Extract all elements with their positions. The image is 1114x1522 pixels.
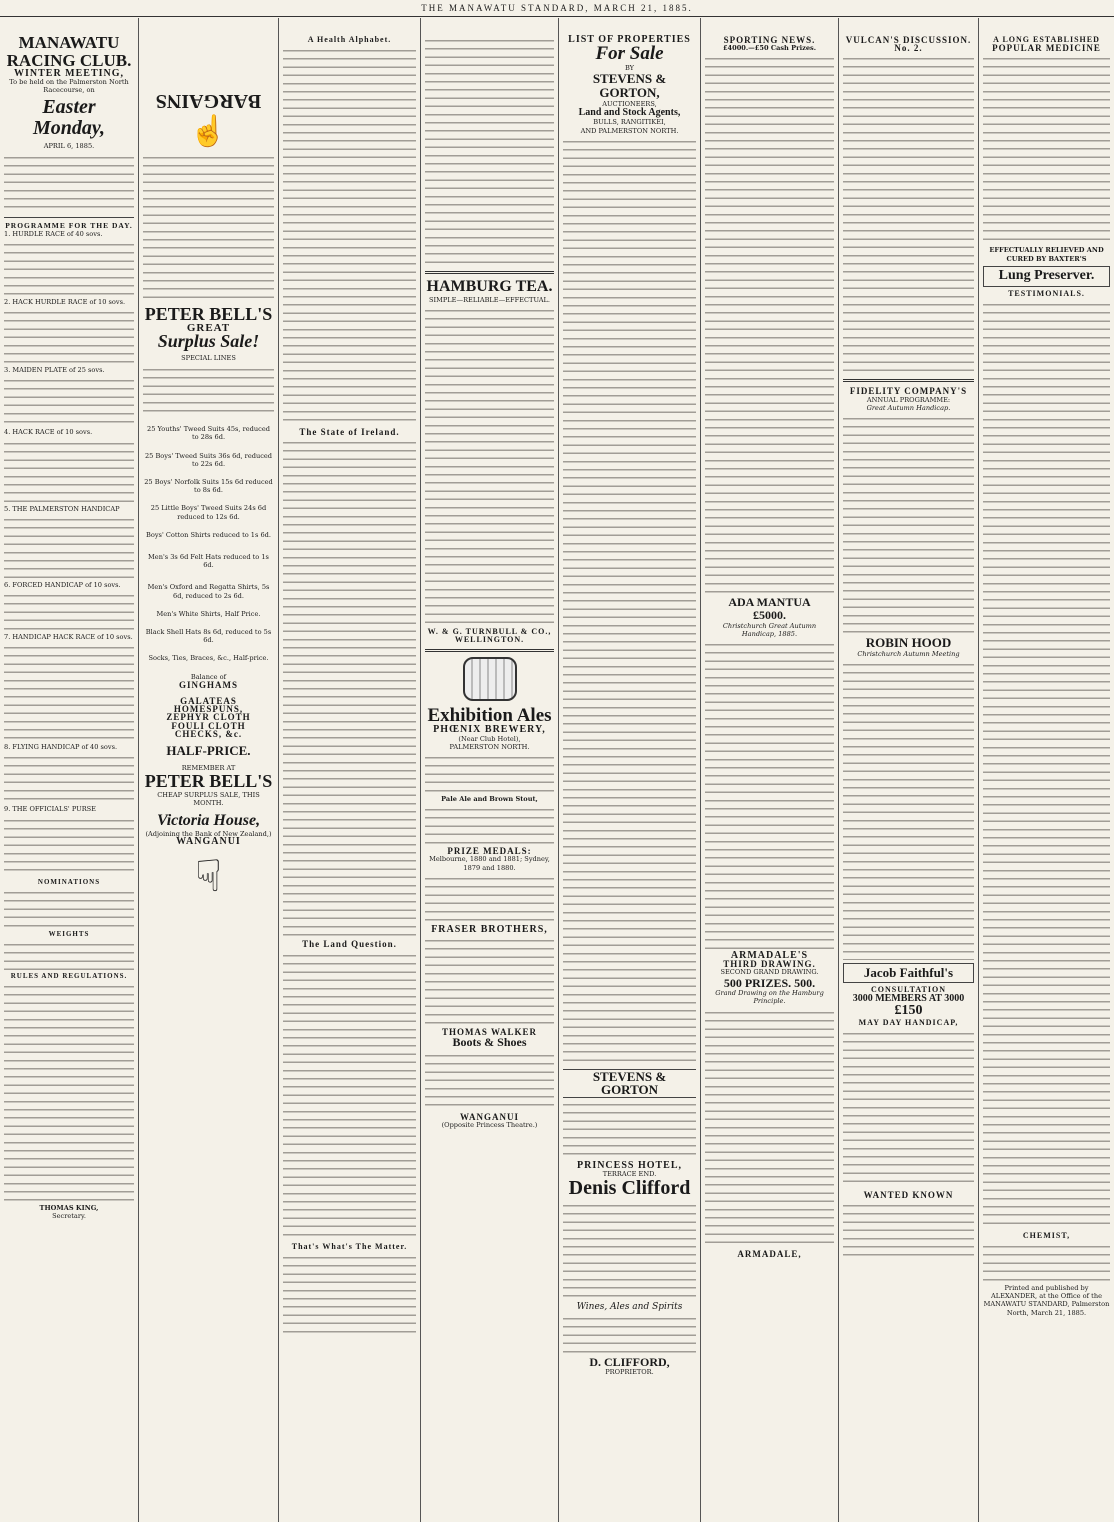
hamburg-tea-heading: HAMBURG TEA. — [426, 278, 553, 295]
body-text-block — [983, 1242, 1110, 1282]
prize-medals: PRIZE MEDALS: — [447, 846, 532, 857]
special-lines: SPECIAL LINES — [181, 353, 236, 362]
proprietor: PROPRIETOR. — [605, 1368, 654, 1377]
pale-ale: Pale Ale and Brown Stout, — [441, 794, 538, 803]
column-hamburg-tea — [421, 20, 558, 1520]
rules-heading: RULES AND REGULATIONS. — [10, 971, 128, 980]
ada-amount: £5000. — [753, 608, 786, 622]
body-text-block — [283, 438, 416, 938]
stevens-gorton-2: STEVENS & GORTON — [563, 1069, 696, 1098]
consultation: CONSULTATION — [871, 984, 946, 994]
racing-date-2: APRIL 6, 1885. — [43, 142, 95, 151]
racing-heading-2: RACING CLUB. — [6, 50, 132, 70]
ginghams: GINGHAMS — [178, 679, 238, 690]
sale-item: 25 Boys' Tweed Suits 36s 6d, reduced to 22s 6d. — [144, 451, 273, 468]
body-text-block — [425, 753, 554, 793]
great-autumn: Great Autumn Handicap. — [866, 403, 951, 412]
robin-hood: ROBIN HOOD — [865, 635, 952, 651]
half-price: HALF-PRICE. — [166, 743, 251, 759]
body-text-block — [843, 414, 974, 634]
brewery-location: (Near Club Hotel), — [458, 734, 521, 743]
body-text-block — [4, 591, 134, 631]
body-text-block — [283, 951, 416, 1241]
terrace-end: TERRACE END. — [602, 1170, 657, 1179]
pointing-hand-icon: ☝ — [189, 114, 228, 149]
tea-agent-city: WELLINGTON. — [454, 635, 525, 645]
body-text-block — [4, 308, 134, 364]
race-item: 2. HACK HURDLE RACE of 10 sovs. — [4, 297, 126, 306]
princess-hotel: PRINCESS HOTEL, — [576, 1160, 683, 1172]
popular-medicine: POPULAR MEDICINE — [992, 43, 1101, 54]
column-racing-club — [0, 20, 138, 1520]
body-text-block — [563, 1100, 696, 1160]
surplus-month: CHEAP SURPLUS SALE, THIS MONTH. — [157, 790, 260, 807]
body-text-block — [843, 1029, 974, 1189]
ada-mantua: ADA MANTUA — [728, 595, 811, 610]
bargains-heading: BARGAINS — [155, 90, 262, 112]
race-item: 3. MAIDEN PLATE of 25 sovs. — [4, 366, 105, 375]
chemist: CHEMIST, — [1022, 1230, 1071, 1240]
body-text-block — [425, 874, 554, 924]
racing-heading-1: MANAWATU — [18, 33, 120, 52]
body-text-block — [4, 240, 134, 296]
body-text-block — [705, 1008, 834, 1248]
body-text-block — [425, 1051, 554, 1111]
racing-sub: To be held on the Palmerston North Racecourse, on — [9, 77, 129, 95]
opposite-theatre: (Opposite Princess Theatre.) — [441, 1120, 538, 1129]
ada-handicap: Christchurch Great Autumn Handicap, 1885. — [722, 621, 817, 638]
auctioneers: AUCTIONEERS, — [602, 99, 657, 108]
race-list — [4, 230, 134, 876]
long-established: A LONG ESTABLISHED — [993, 35, 1100, 44]
body-text-block — [425, 306, 554, 626]
sporting-news: SPORTING NEWS. — [723, 35, 816, 45]
body-text-block — [843, 660, 974, 960]
hamburg-principle: Grand Drawing on the Hamburg Principle. — [715, 989, 824, 1006]
race-item: 4. HACK RACE of 10 sovs. — [4, 428, 93, 437]
peter-bell-name: PETER BELL'S — [144, 304, 273, 324]
body-text-block — [4, 888, 134, 928]
body-text-block — [4, 515, 134, 579]
body-text-block — [705, 54, 834, 594]
weights-heading: WEIGHTS — [48, 929, 90, 938]
armadale-sign: ARMADALE, — [737, 1248, 802, 1259]
body-text-block — [843, 1201, 974, 1261]
thomas-walker: THOMAS WALKER — [441, 1026, 538, 1037]
zephyr-cloth: ZEPHYR CLOTH — [166, 712, 251, 723]
sale-item: 25 Little Boys' Tweed Suits 24s 6d reduced to 12s 6d. — [150, 504, 267, 521]
boots-shoes: Boots & Shoes — [452, 1035, 527, 1050]
body-text-block — [4, 982, 134, 1202]
article-heading: The Land Question. — [302, 939, 397, 950]
barrel-icon — [463, 657, 517, 701]
body-text-block — [143, 153, 274, 303]
sale-item: Boys' Cotton Shirts reduced to 1s 6d. — [146, 530, 271, 539]
masthead-title: THE MANAWATU STANDARD, MARCH 21, 1885. — [421, 3, 693, 13]
body-text-block — [283, 46, 416, 426]
land-stock-agents: Land and Stock Agents, — [578, 106, 681, 118]
racing-date: Easter Monday, — [32, 96, 106, 140]
body-text-block — [983, 300, 1110, 1230]
hamburg-tea-sub: SIMPLE—RELIABLE—EFFECTUAL. — [428, 295, 551, 304]
sale-item: 25 Youths' Tweed Suits 45s, reduced to 28s 6d. — [147, 425, 270, 442]
surplus-sale: Surplus Sale! — [157, 331, 260, 352]
third-drawing: THIRD DRAWING. — [723, 959, 816, 970]
body-text-block — [283, 1253, 416, 1333]
prize-150: £150 — [894, 1003, 923, 1019]
body-text-block — [563, 137, 696, 1067]
testimonials: TESTIMONIALS. — [1008, 288, 1085, 298]
body-text-block — [4, 643, 134, 741]
lung-preserver: Lung Preserver. — [983, 266, 1110, 287]
tea-agent: W. & G. TURNBULL & CO., — [427, 627, 552, 636]
body-text-block — [4, 376, 134, 426]
printers-imprint: Printed and published by ALEXANDER, at the Office of the MANAWATU STANDARD, Palmerston North, March 21, 1885. — [983, 1283, 1110, 1317]
vulcans-discussion: VULCAN'S DISCUSSION. — [845, 35, 972, 45]
secretary-name: THOMAS KING, — [39, 1204, 99, 1213]
brewery-town: PALMERSTON NORTH. — [449, 742, 530, 751]
homespuns: HOMESPUNS, — [173, 704, 244, 715]
d-clifford: D. CLIFFORD, — [589, 1354, 670, 1369]
race-item: 9. THE OFFICIALS' PURSE — [4, 805, 96, 814]
annual-programme: ANNUAL PROGRAMME: — [866, 395, 951, 404]
prize-years: Melbourne, 1880 and 1881; Sydney, 1879 and 1880. — [429, 855, 550, 872]
peter-bell-name-2: PETER BELL'S — [144, 770, 273, 791]
body-text-block — [425, 805, 554, 845]
body-text-block — [4, 816, 134, 876]
body-text-block — [4, 753, 134, 803]
body-text-block — [983, 54, 1110, 244]
balance-label: Balance of — [190, 672, 227, 681]
stevens-gorton: STEVENS & GORTON, — [592, 71, 667, 100]
body-text-block — [843, 54, 974, 374]
cash-prizes: £4000.—£50 Cash Prizes. — [722, 44, 817, 53]
pointing-hand-icon: ☟ — [195, 851, 222, 903]
programme-heading: PROGRAMME FOR THE DAY. — [5, 220, 133, 230]
properties-heading: LIST OF PROPERTIES — [568, 34, 691, 45]
race-item: 8. FLYING HANDICAP of 40 sovs. — [4, 743, 118, 752]
race-item: 5. THE PALMERSTON HANDICAP — [4, 504, 120, 513]
christchurch-meeting: Christchurch Autumn Meeting — [857, 649, 960, 658]
may-day-handicap: MAY DAY HANDICAP, — [858, 1017, 959, 1027]
agents-places: BULLS, RANGITIKEI, — [593, 118, 666, 127]
jacob-faithful: Jacob Faithful's — [843, 963, 974, 983]
sale-item: Men's Oxford and Regatta Shirts, 5s 6d, reduced to 2s 6d. — [147, 583, 270, 600]
article-heading: That's What's The Matter. — [291, 1241, 408, 1251]
article-heading: The State of Ireland. — [299, 427, 400, 438]
great-label: GREAT — [186, 321, 231, 334]
fouli-cloth: FOULI CLOTH — [171, 720, 246, 731]
body-text-block — [563, 1201, 696, 1301]
phoenix-brewery: PHŒNIX BREWERY, — [433, 724, 546, 736]
exhibition-ales: Exhibition Ales — [427, 705, 552, 727]
body-text-block — [4, 439, 134, 503]
column-sporting — [701, 20, 838, 1520]
sale-item: Socks, Ties, Braces, &c., Half-price. — [148, 654, 269, 663]
race-item: 1. HURDLE RACE of 40 sovs. — [4, 229, 103, 238]
wines-ales: Wines, Ales and Spirits — [576, 1302, 683, 1313]
article-heading: A Health Alphabet. — [307, 35, 392, 44]
galateas: GALATEAS — [180, 696, 237, 707]
wanganui: WANGANUI — [459, 1111, 519, 1122]
body-text-block — [705, 640, 834, 950]
race-item: 7. HANDICAP HACK RACE of 10 sovs. — [4, 632, 133, 641]
armadale: ARMADALE'S — [730, 950, 809, 961]
racing-heading-3: WINTER MEETING, — [13, 67, 124, 79]
column-peter-bell — [139, 20, 278, 1520]
masthead — [0, 0, 1114, 17]
agents-places-2: AND PALMERSTON NORTH. — [580, 126, 679, 135]
column-medicine — [979, 20, 1114, 1520]
members: 3000 MEMBERS AT 3000 — [852, 992, 965, 1004]
sale-item: Men's White Shirts, Half Price. — [156, 609, 261, 618]
remember-label: REMEMBER AT — [181, 763, 236, 772]
fidelity-company: FIDELITY COMPANY'S — [849, 386, 968, 397]
nominations-heading: NOMINATIONS — [37, 877, 101, 886]
sale-item: Men's 3s 6d Felt Hats reduced to 1s 6d. — [148, 553, 269, 570]
sale-item: 25 Boys' Norfolk Suits 15s 6d reduced to 8s 6d. — [144, 478, 273, 495]
body-text-block — [425, 36, 554, 266]
sale-item: Black Shell Hats 8s 6d, reduced to 5s 6d. — [145, 628, 272, 645]
sale-items — [143, 425, 274, 662]
second-grand-drawing: SECOND GRAND DRAWING. — [720, 968, 819, 977]
adjoining-bank: (Adjoining the Bank of New Zealand,) — [145, 830, 272, 838]
for-sale: For Sale — [595, 43, 664, 65]
wanted-known: WANTED KNOWN — [863, 1190, 954, 1201]
by-label: BY — [624, 64, 635, 73]
column-properties — [559, 20, 700, 1520]
denis-clifford: Denis Clifford — [568, 1177, 691, 1200]
wanganui-label: WANGANUI — [176, 836, 241, 848]
cured-by: EFFECTUALLY RELIEVED AND CURED BY BAXTER'S — [989, 246, 1104, 263]
prizes-500: 500 PRIZES. 500. — [723, 975, 816, 990]
body-text-block — [425, 936, 554, 1026]
body-text-block — [143, 365, 274, 415]
column-vulcan — [839, 20, 978, 1520]
race-item: 6. FORCED HANDICAP of 10 sovs. — [4, 580, 121, 589]
column-articles — [279, 20, 420, 1520]
body-text-block — [4, 940, 134, 970]
secretary-title: Secretary. — [52, 1212, 86, 1221]
vulcan-number: No. 2. — [894, 43, 923, 54]
fraser-brothers: FRASER BROTHERS, — [431, 923, 548, 935]
stewards-text — [4, 153, 134, 213]
body-text-block — [563, 1314, 696, 1354]
victoria-house: Victoria House, — [156, 812, 261, 830]
checks: CHECKS, &c. — [174, 728, 243, 739]
